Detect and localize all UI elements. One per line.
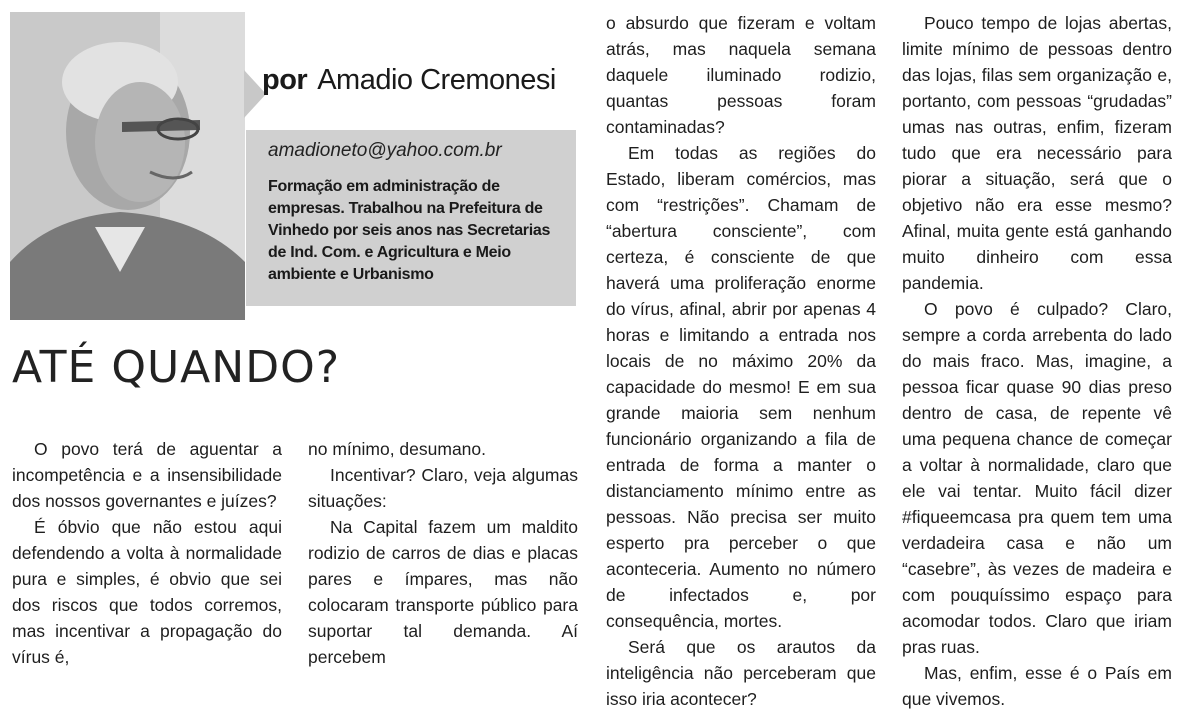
paragraph: É óbvio que não estou aqui defendendo a volta à normalidade pura e simples, é obvio que sei dos riscos que todos corremos, mas incentivar a propagação do vírus é, [12, 517, 282, 667]
article-title: ATÉ QUANDO? [12, 342, 341, 393]
author-byline [262, 64, 556, 97]
paragraph: O povo é culpado? Claro, sempre a corda arrebenta do lado do mais fraco. Mas, imagine, a pessoa ficar quase 90 dias preso dentro de casa, de repente vê uma pequena chance de começar a voltar à normalidade, claro que ele vai tentar. Muito fácil dizer #fiqueemcasa pra quem tem uma verdadeira casa e não um “casebre”, às vezes de madeira e com pouquíssimo espaço para acomodar todos. Claro que iriam pras ruas. [902, 299, 1172, 657]
paragraph: Será que os arautos da inteligência não perceberam que isso iria acontecer? [606, 637, 876, 709]
paragraph: Em todas as regiões do Estado, liberam comércios, mas com “restrições”. Chamam de “abertura consciente”, com certeza, é consciente de que haverá uma proliferação enorme do vírus, afinal, abrir por apenas 4 horas e limitando a entrada nos locais de no máximo 20% da capacidade do mesmo! E em sua grande maioria sem nenhum funcionário organizando a fila de entrada de forma a manter o distanciamento mínimo entre as pessoas. Não precisa ser muito esperto pra perceber o que aconteceria. Aumento no número de infectados e, por consequência, mortes. [606, 143, 876, 631]
article-column-2 [308, 436, 578, 670]
paragraph: Na Capital fazem um maldito rodizio de carros de dias e placas pares e ímpares, mas não colocaram transporte público para suportar tal demanda. Aí percebem [308, 517, 578, 667]
author-photo [10, 12, 245, 320]
author-email[interactable]: amadioneto@yahoo.com.br [268, 140, 502, 161]
author-name: Amadio Cremonesi [317, 64, 556, 96]
paragraph: Pouco tempo de lojas abertas, limite mínimo de pessoas dentro das lojas, filas sem organização e, portanto, com pessoas “grudadas” umas nas outras, enfim, fizeram tudo que era necessário para piorar a situação, será que o objetivo não era esse mesmo? Afinal, muita gente está ganhando muito dinheiro com essa pandemia. [902, 13, 1172, 293]
author-portrait-icon [10, 12, 245, 320]
paragraph: O povo terá de aguentar a incompetência e a insensibilidade dos nossos governantes e juízes? [12, 439, 282, 511]
author-bio: Formação em administração de empresas. Trabalhou na Prefeitura de Vinhedo por seis anos nas Secretarias de Ind. Com. e Agricultura e Meio ambiente e Urbanismo [268, 178, 551, 283]
paragraph: no mínimo, desumano. [308, 439, 487, 459]
byline-prefix: por [262, 64, 308, 96]
article-column-1 [12, 436, 282, 670]
paragraph: o absurdo que fizeram e voltam atrás, mas naquela semana daquele iluminado rodizio, quantas pessoas foram contaminadas? [606, 13, 876, 137]
paragraph: Mas, enfim, esse é o País em que vivemos. [902, 663, 1172, 709]
article-column-4 [902, 10, 1172, 712]
paragraph: Incentivar? Claro, veja algumas situações: [308, 465, 578, 511]
article-column-3 [606, 10, 876, 712]
